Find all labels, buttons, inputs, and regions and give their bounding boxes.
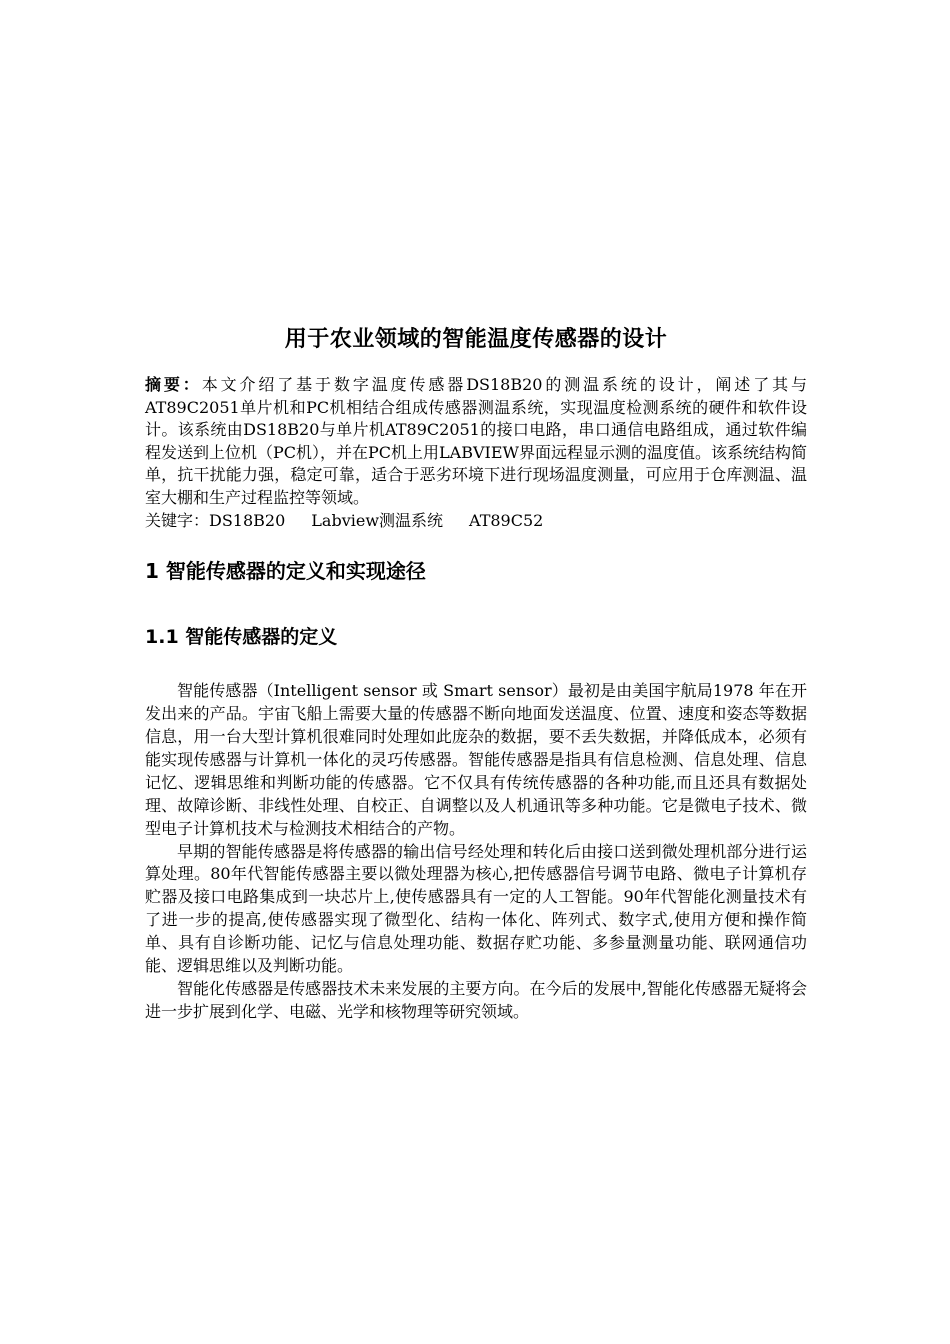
paragraph: 智能化传感器是传感器技术未来发展的主要方向。在今后的发展中,智能化传感器无疑将会进一步扩展到化学、电磁、光学和核物理等研究领域。 [145,978,807,1021]
section-heading-1 [145,556,807,586]
document-title: 用于农业领域的智能温度传感器的设计 [284,327,668,352]
document-page [145,322,807,1024]
section-title: 智能传感器的定义和实现途径 [165,559,426,584]
keywords-label: 关键字： [145,510,210,530]
abstract-text: 本文介绍了基于数字温度传感器DS18B20的测温系统的设计，阐述了其与AT89C2051单片机和PC机相结合组成传感器测温系统，实现温度检测系统的硬件和软件设计。该系统由DS18B20与单片机AT89C2051的接口电路，串口通信电路组成，通过软件编程发送到上位机（PC机），并在PC机上用LABVIEW界面远程显示测的温度值。该系统结构简单，抗干扰能力强，稳定可靠，适合于恶劣环境下进行现场温度测量，可应用于仓库测温、温室大棚和生产过程监控等领域。 [145,375,807,507]
keyword-item: Labview测温系统 [311,510,444,530]
keyword-item: DS18B20 [209,510,286,530]
abstract-label: 摘要： [145,375,202,394]
keyword-item: AT89C52 [469,510,544,530]
subsection-number: 1.1 [145,626,179,649]
paragraph: 智能传感器（Intelligent sensor 或 Smart sensor）最初是由美国宇航局1978 年在开发出来的产品。宇宙飞船上需要大量的传感器不断向地面发送温度、位置、速度和姿态等数据信息，用一台大型计算机很难同时处理如此庞杂的数据，要不丢失数据，并降低成本，必须有能实现传感器与计算机一体化的灵巧传感器。智能传感器是指具有信息检测、信息处理、信息记忆、逻辑思维和判断功能的传感器。它不仅具有传统传感器的各种功能,而且还具有数据处理、故障诊断、非线性处理、自校正、自调整以及人机通讯等多种功能。它是微电子技术、微型电子计算机技术与检测技术相结合的产物。 [145,681,807,838]
keywords [145,510,807,533]
subsection-heading-1-1 [145,623,807,651]
body-text [145,680,807,1024]
abstract [145,374,807,510]
subsection-title: 智能传感器的定义 [185,626,338,649]
section-number: 1 [145,559,159,584]
paragraph: 早期的智能传感器是将传感器的输出信号经处理和转化后由接口送到微处理机部分进行运算处理。80年代智能传感器主要以微处理器为核心,把传感器信号调节电路、微电子计算机存贮器及接口电路集成到一块芯片上,使传感器具有一定的人工智能。90年代智能化测量技术有了进一步的提高,使传感器实现了微型化、结构一体化、阵列式、数字式,使用方便和操作简单、具有自诊断功能、记忆与信息处理功能、数据存贮功能、多参量测量功能、联网通信功能、逻辑思维以及判断功能。 [145,841,807,976]
